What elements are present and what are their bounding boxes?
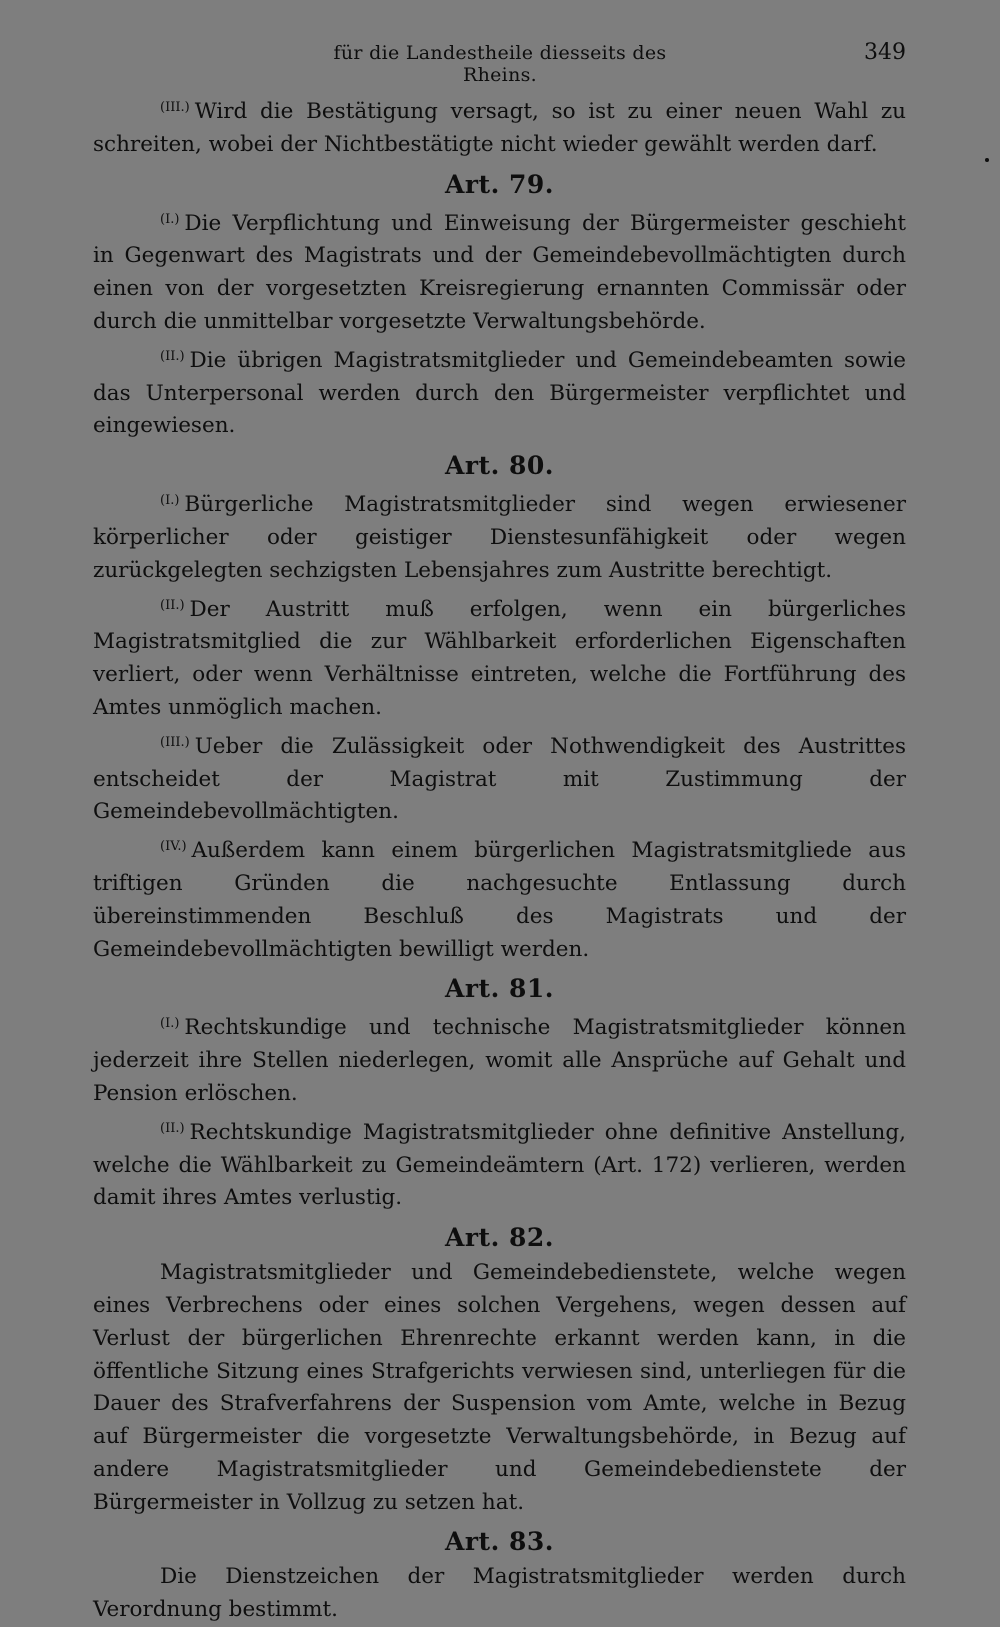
paragraph-mark: (III.) — [160, 734, 190, 750]
article-heading: Art. 83. — [444, 1527, 555, 1557]
paragraph-text: Bürgerliche Magistratsmitglieder sind wegen erwiesener körperlicher oder geistiger Dienstesunfähigkeit oder wegen zurückgelegten sechzigsten Lebensjahres zum Austritte berechtigt. — [93, 492, 906, 583]
article-heading: Art. 80. — [444, 451, 555, 481]
page-number: 349 — [864, 40, 906, 65]
paragraph-text: Die übrigen Magistratsmitglieder und Gemeindebeamten sowie das Unterpersonal werden durch den Bürgermeister verpflichtet und eingewiesen. — [93, 347, 906, 439]
paragraph — [93, 1113, 906, 1215]
paragraph-mark: (I.) — [160, 1016, 180, 1032]
paragraph — [93, 1257, 906, 1519]
article-heading: Art. 82. — [444, 1223, 555, 1253]
paragraph — [93, 1561, 906, 1627]
paragraph-text: Wird die Bestätigung versagt, so ist zu einer neuen Wahl zu schreiten, wobei der Nichtbestätigte nicht wieder gewählt werden darf. — [93, 99, 906, 157]
article-heading: Art. 81. — [444, 974, 555, 1004]
paragraph-text: Rechtskundige und technische Magistratsmitglieder können jederzeit ihre Stellen niederlegen, womit alle Ansprüche auf Gehalt und Pension erlöschen. — [93, 1015, 906, 1106]
paragraph-text: Außerdem kann einem bürgerlichen Magistratsmitgliede aus triftigen Gründen die nachgesuchte Entlassung durch übereinstimmenden Beschluß des Magistrats und der Gemeindebevollmächtigten bewilligt werden. — [93, 838, 906, 962]
paragraph-text: Rechtskundige Magistratsmitglieder ohne definitive Anstellung, welche die Wählbarkeit zu Gemeindeämtern (Art. 172) verlieren, werden damit ihres Amtes verlustig. — [93, 1119, 906, 1211]
running-head: für die Landestheile diesseits des Rheins. — [333, 42, 667, 86]
paragraph — [93, 204, 906, 339]
article-heading: Art. 79. — [444, 169, 555, 199]
paragraph-mark: (IV.) — [160, 839, 187, 855]
paragraph — [93, 341, 906, 443]
paragraph-text: Die Dienstzeichen der Magistratsmitglieder werden durch Verordnung bestimmt. — [93, 1564, 906, 1623]
paragraph-text: Magistratsmitglieder und Gemeindebedienstete, welche wegen eines Verbrechens oder eines solchen Vergehens, wegen dessen auf Verlust der bürgerlichen Ehrenrechte erkannt werden kann, in die öffentliche Sitzung eines Strafgerichts verwiesen sind, unterliegen für die Dauer des Strafverfahrens der Suspension vom Amte, welche in Bezug auf Bürgermeister die vorgesetzte Verwaltungsbehörde, in Bezug auf andere Magistratsmitglieder und Gemeindebedienstete der Bürgermeister in Vollzug zu setzen hat. — [93, 1260, 906, 1515]
paragraph-mark: (I.) — [160, 211, 180, 227]
paragraph — [93, 831, 906, 966]
paragraph-mark: (II.) — [160, 348, 185, 364]
paragraph — [93, 1008, 906, 1110]
paragraph — [93, 485, 906, 587]
paragraph-mark: (II.) — [160, 1120, 185, 1136]
paragraph-text: Die Verpflichtung und Einweisung der Bürgermeister geschieht in Gegenwart des Magistrats und der Gemeindebevollmächtigten durch einen von der vorgesetzten Kreisregierung ernannten Commissär oder durch die unmittelbar vorgesetzte Verwaltungsbehörde. — [93, 210, 906, 334]
paragraph-mark: (III.) — [160, 100, 190, 115]
paragraph — [93, 727, 906, 829]
paragraph-mark: (II.) — [160, 597, 185, 613]
margin-mark — [985, 158, 989, 162]
paragraph-text: Der Austritt muß erfolgen, wenn ein bürgerliches Magistratsmitglied die zur Wählbarkeit erforderlichen Eigenschaften verliert, oder wenn Verhältnisse eintreten, welche die Fortführung des Amtes unmöglich machen. — [93, 596, 906, 720]
paragraph-text: Ueber die Zulässigkeit oder Nothwendigkeit des Austrittes entscheidet der Magistrat mit Zustimmung der Gemeindebevollmächtigten. — [93, 733, 906, 825]
paragraph — [93, 92, 906, 162]
paragraph-mark: (I.) — [160, 493, 180, 509]
paragraph — [93, 590, 906, 725]
document-body — [93, 92, 906, 1627]
